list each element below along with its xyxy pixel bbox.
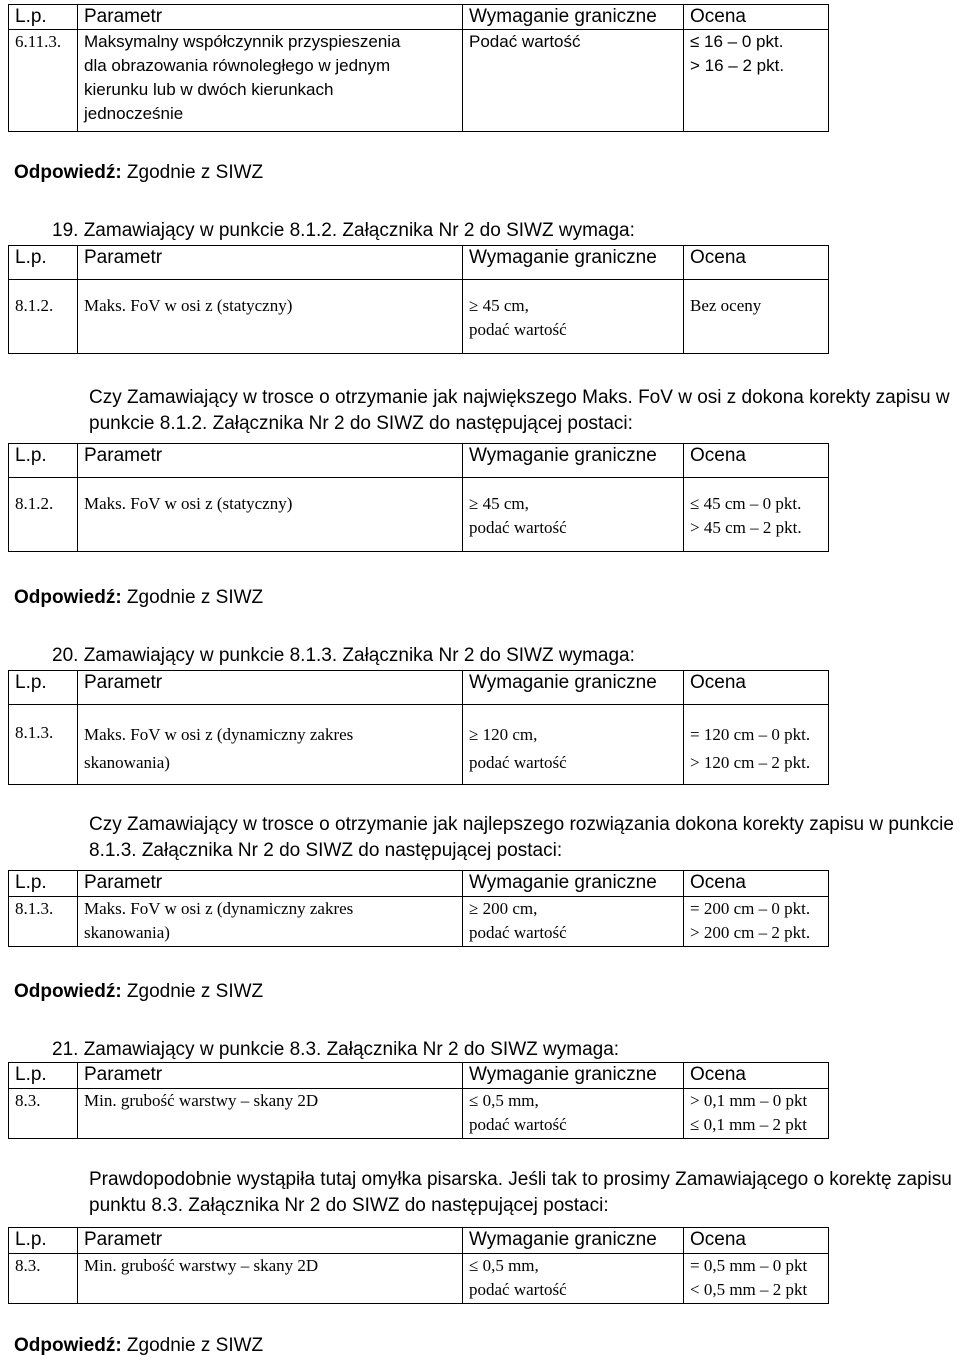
cell-score <box>684 478 829 552</box>
header-lp: L.p. <box>9 444 78 478</box>
score-line-2: > 45 cm – 2 pkt. <box>690 518 802 537</box>
answer-text: Zgodnie z SIWZ <box>121 587 264 608</box>
req-line-2: podać wartość <box>469 1115 567 1134</box>
table-header-row <box>9 1228 829 1254</box>
header-lp: L.p. <box>9 671 78 705</box>
cell-param: Maks. FoV w osi z (statyczny) <box>78 478 463 552</box>
cell-param: Maks. FoV w osi z (statyczny) <box>78 280 463 354</box>
score-line-2: ≤ 0,1 mm – 2 pkt <box>690 1115 807 1134</box>
answer-label: Odpowiedź: <box>14 587 122 608</box>
table-row <box>9 1089 829 1139</box>
q19-question: Czy Zamawiający w trosce o otrzymanie jak największego Maks. FoV w osi z dokona korekty zapisu w punkcie 8.1.2. Załącznika Nr 2 do SIWZ do następującej postaci: <box>89 387 950 434</box>
cell-param: Min. grubość warstwy – skany 2D <box>78 1089 463 1139</box>
cell-lp: 8.1.3. <box>9 897 78 947</box>
cell-score <box>684 705 829 785</box>
req-line-2: podać wartość <box>469 753 567 772</box>
header-req: Wymaganie graniczne <box>463 871 684 897</box>
cell-lp: 8.1.2. <box>9 478 78 552</box>
table-row <box>9 705 829 785</box>
header-param: Parametr <box>78 671 463 705</box>
cell-score <box>684 1254 829 1304</box>
table-row <box>9 30 829 132</box>
header-param: Parametr <box>78 871 463 897</box>
cell-lp: 8.1.3. <box>9 705 78 785</box>
table-header-row <box>9 671 829 705</box>
table-header-row <box>9 871 829 897</box>
header-lp: L.p. <box>9 1228 78 1254</box>
q20-question: Czy Zamawiający w trosce o otrzymanie jak najlepszego rozwiązania dokona korekty zapisu w punkcie 8.1.3. Załącznika Nr 2 do SIWZ do następującej postaci: <box>89 814 954 861</box>
q21-table-1 <box>8 1062 829 1139</box>
req-line-1: ≥ 45 cm, <box>469 494 529 513</box>
cell-param: Maksymalny współczynnik przyspieszenia dla obrazowania równoległego w jednym kierunku lub w dwóch kierunkach jednocześnie <box>78 30 463 132</box>
cell-req <box>463 897 684 947</box>
header-score: Ocena <box>684 5 829 30</box>
cell-req <box>463 705 684 785</box>
req-line-2: podać wartość <box>469 923 567 942</box>
table-header-row <box>9 1063 829 1089</box>
cell-score <box>684 1089 829 1139</box>
cell-req <box>463 280 684 354</box>
cell-req <box>463 478 684 552</box>
answer-text: Zgodnie z SIWZ <box>121 1335 264 1356</box>
q19-table-1 <box>8 245 829 354</box>
header-param: Parametr <box>78 1063 463 1089</box>
header-req: Wymaganie graniczne <box>463 1228 684 1254</box>
header-param: Parametr <box>78 246 463 280</box>
score-line-2: > 16 – 2 pkt. <box>690 56 785 75</box>
cell-req: Podać wartość <box>463 30 684 132</box>
cell-score <box>684 897 829 947</box>
cell-param <box>78 897 463 947</box>
cell-req <box>463 1254 684 1304</box>
score-line-1: ≤ 45 cm – 0 pkt. <box>690 494 802 513</box>
q20-table-1 <box>8 670 829 785</box>
req-line-1: ≤ 0,5 mm, <box>469 1256 539 1275</box>
answer-label: Odpowiedź: <box>14 1335 122 1356</box>
score-line-1: ≤ 16 – 0 pkt. <box>690 32 784 51</box>
table-header-row <box>9 5 829 30</box>
table-header-row <box>9 444 829 478</box>
header-req: Wymaganie graniczne <box>463 1063 684 1089</box>
header-lp: L.p. <box>9 871 78 897</box>
cell-param <box>78 705 463 785</box>
answer-4 <box>14 1334 263 1358</box>
table-6-11-3 <box>8 4 829 132</box>
answer-2 <box>14 586 263 610</box>
req-line-1: ≤ 0,5 mm, <box>469 1091 539 1110</box>
cell-lp: 8.3. <box>9 1089 78 1139</box>
header-req: Wymaganie graniczne <box>463 444 684 478</box>
q20-heading: 20. Zamawiający w punkcie 8.1.3. Załącznika Nr 2 do SIWZ wymaga: <box>52 645 635 666</box>
req-line-2: podać wartość <box>469 320 567 339</box>
header-score: Ocena <box>684 871 829 897</box>
score-line-1: = 0,5 mm – 0 pkt <box>690 1256 808 1275</box>
q20-table-2 <box>8 870 829 947</box>
req-line-1: ≥ 45 cm, <box>469 296 529 315</box>
score-line-2: > 200 cm – 2 pkt. <box>690 923 811 942</box>
q21-heading: 21. Zamawiający w punkcie 8.3. Załącznika Nr 2 do SIWZ wymaga: <box>52 1039 620 1060</box>
q19-heading: 19. Zamawiający w punkcie 8.1.2. Załącznika Nr 2 do SIWZ wymaga: <box>52 220 635 241</box>
req-line-1: ≥ 120 cm, <box>469 725 538 744</box>
score-line-1: = 120 cm – 0 pkt. <box>690 725 811 744</box>
header-req: Wymaganie graniczne <box>463 671 684 705</box>
answer-label: Odpowiedź: <box>14 162 122 183</box>
answer-text: Zgodnie z SIWZ <box>121 981 264 1002</box>
cell-score: Bez oceny <box>684 280 829 354</box>
header-score: Ocena <box>684 1228 829 1254</box>
header-lp: L.p. <box>9 246 78 280</box>
score-line-2: > 120 cm – 2 pkt. <box>690 753 811 772</box>
score-line-1: = 200 cm – 0 pkt. <box>690 899 811 918</box>
table-row <box>9 478 829 552</box>
cell-lp: 8.1.2. <box>9 280 78 354</box>
header-req: Wymaganie graniczne <box>463 246 684 280</box>
table-header-row <box>9 246 829 280</box>
req-line-2: podać wartość <box>469 1280 567 1299</box>
param-line-2: skanowania) <box>84 923 170 942</box>
q21-table-2 <box>8 1227 829 1304</box>
cell-lp: 6.11.3. <box>9 30 78 132</box>
header-lp: L.p. <box>9 5 78 30</box>
header-param: Parametr <box>78 5 463 30</box>
score-line-2: < 0,5 mm – 2 pkt <box>690 1280 808 1299</box>
table-row <box>9 280 829 354</box>
answer-label: Odpowiedź: <box>14 981 122 1002</box>
answer-text: Zgodnie z SIWZ <box>121 162 264 183</box>
cell-req <box>463 1089 684 1139</box>
table-row <box>9 1254 829 1304</box>
answer-1 <box>14 161 263 185</box>
req-line-1: ≥ 200 cm, <box>469 899 538 918</box>
param-line-2: skanowania) <box>84 753 170 772</box>
header-param: Parametr <box>78 444 463 478</box>
answer-3 <box>14 980 263 1004</box>
q21-question: Prawdopodobnie wystąpiła tutaj omyłka pisarska. Jeśli tak to prosimy Zamawiającego o korektę zapisu punktu 8.3. Załącznika Nr 2 do SIWZ do następującej postaci: <box>89 1169 952 1216</box>
cell-param: Min. grubość warstwy – skany 2D <box>78 1254 463 1304</box>
cell-score <box>684 30 829 132</box>
score-line-1: > 0,1 mm – 0 pkt <box>690 1091 808 1110</box>
q19-table-2 <box>8 443 829 552</box>
header-score: Ocena <box>684 246 829 280</box>
param-line-1: Maks. FoV w osi z (dynamiczny zakres <box>84 899 354 918</box>
req-line-2: podać wartość <box>469 518 567 537</box>
table-row <box>9 897 829 947</box>
header-param: Parametr <box>78 1228 463 1254</box>
header-lp: L.p. <box>9 1063 78 1089</box>
header-score: Ocena <box>684 444 829 478</box>
header-score: Ocena <box>684 671 829 705</box>
header-score: Ocena <box>684 1063 829 1089</box>
cell-lp: 8.3. <box>9 1254 78 1304</box>
header-req: Wymaganie graniczne <box>463 5 684 30</box>
param-line-1: Maks. FoV w osi z (dynamiczny zakres <box>84 725 354 744</box>
